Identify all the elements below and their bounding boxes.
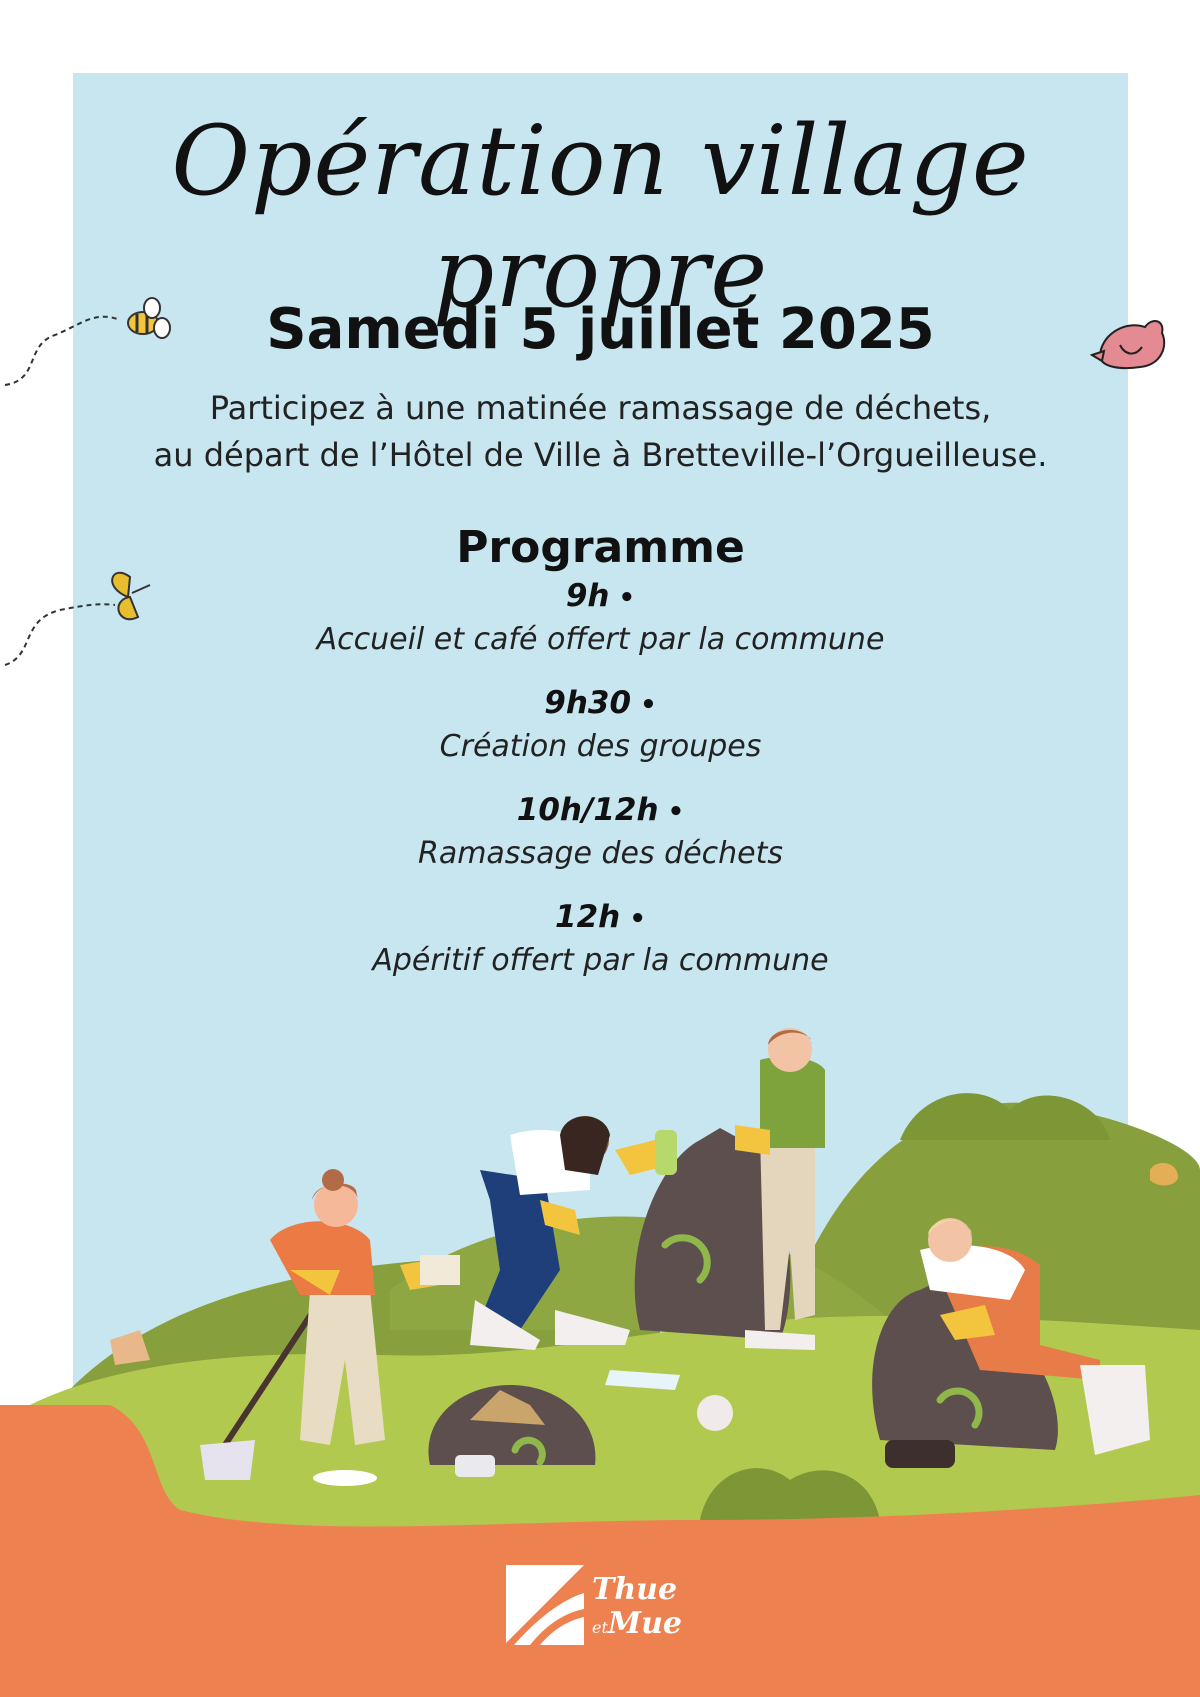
programme-title: Programme (456, 522, 745, 573)
intro-line: Participez à une matinée ramassage de déchets, (209, 389, 992, 427)
schedule-time: 9h30 • (73, 682, 1128, 726)
event-date: Samedi 5 juillet 2025 (266, 297, 935, 362)
intro-text (73, 385, 1128, 479)
logo-mark-icon (506, 1565, 584, 1645)
logo-line-1: Thue (592, 1572, 678, 1607)
schedule-item (73, 682, 1128, 789)
schedule-time: 9h • (73, 575, 1128, 619)
schedule-list (73, 575, 1128, 1003)
bush-top-right (900, 1093, 1110, 1140)
schedule-item (73, 575, 1128, 682)
schedule-time: 12h • (73, 896, 1128, 940)
schedule-time: 10h/12h • (73, 789, 1128, 833)
schedule-item (73, 789, 1128, 896)
schedule-activity: Ramassage des déchets (417, 836, 784, 871)
schedule-activity: Création des groupes (439, 729, 762, 764)
logo-line-2: Mue (607, 1606, 683, 1641)
thue-et-mue-logo (506, 1565, 696, 1650)
intro-line: au départ de l’Hôtel de Ville à Bretteville-l’Orgueilleuse. (153, 436, 1048, 474)
logo-et: et (592, 1618, 608, 1637)
schedule-activity: Accueil et café offert par la commune (316, 622, 885, 657)
schedule-item (73, 896, 1128, 1003)
poster-title: Opération village propre (171, 105, 1030, 329)
schedule-activity: Apéritif offert par la commune (372, 943, 829, 978)
